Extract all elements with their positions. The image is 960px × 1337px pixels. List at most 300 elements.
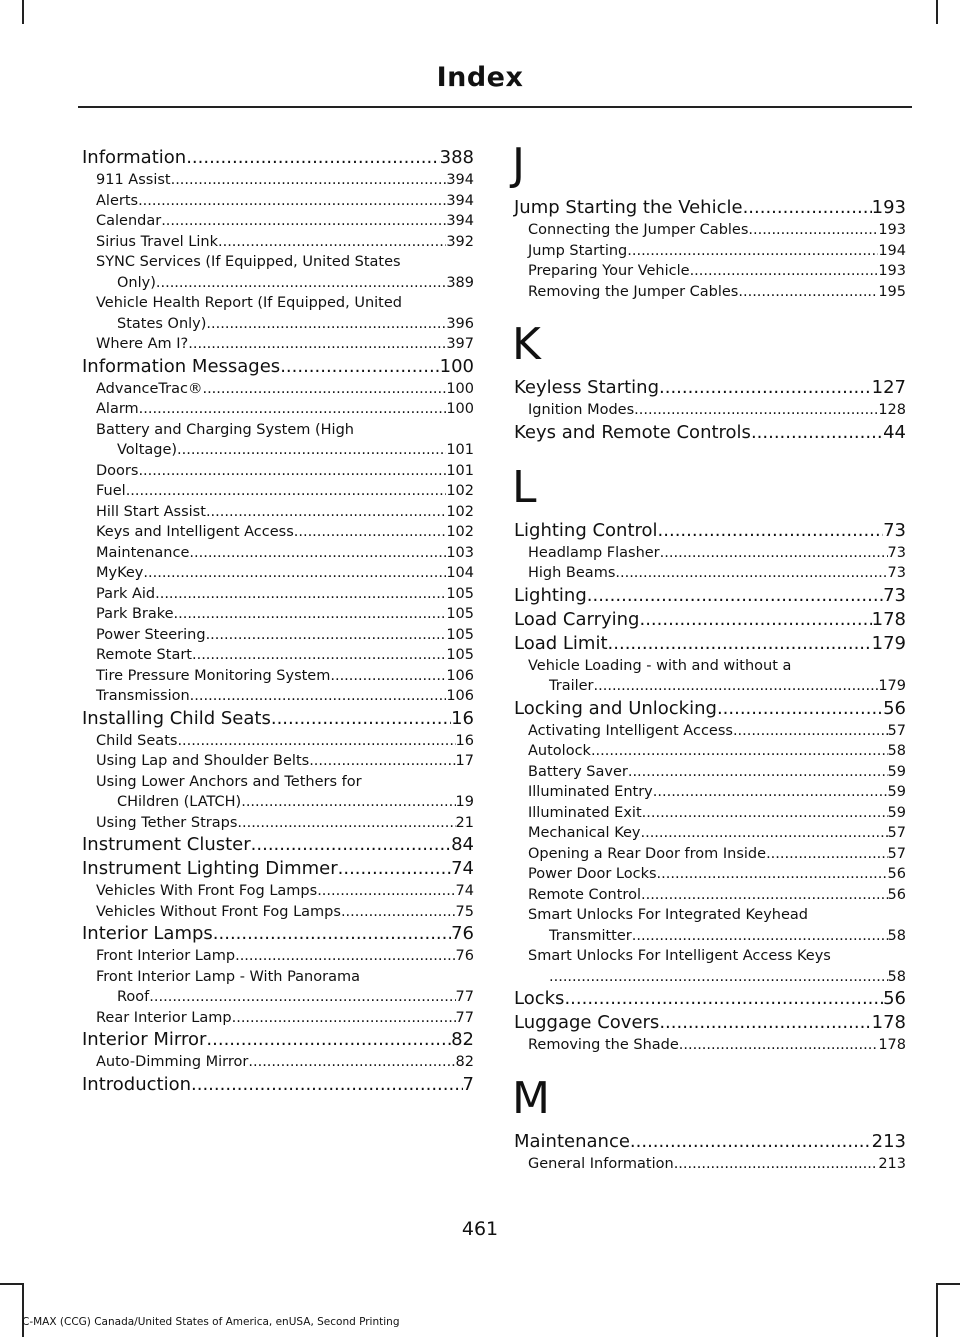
dot-leader <box>751 421 883 445</box>
entry-label-tail: Only) <box>117 274 156 291</box>
index-entry[interactable] <box>82 857 474 881</box>
entry-label: Front Interior Lamp <box>96 948 236 964</box>
page-reference[interactable]: 56 <box>883 988 906 1009</box>
dot-leader <box>641 885 888 906</box>
index-subentry[interactable] <box>514 762 906 783</box>
index-subentry[interactable] <box>82 946 474 967</box>
entry-label: Keyless Starting <box>514 377 659 398</box>
entry-label-continued <box>96 440 474 461</box>
entry-label: Vehicles Without Front Fog Lamps <box>96 903 341 920</box>
index-entry[interactable] <box>514 421 906 445</box>
page-reference[interactable]: 56 <box>883 697 906 719</box>
index-subentry[interactable] <box>514 885 906 906</box>
dot-leader <box>587 584 883 608</box>
entry-label: SYNC Services (If Equipped, United States <box>96 254 401 270</box>
entry-label: Ignition Modes <box>528 402 635 418</box>
index-subentry[interactable] <box>82 502 474 523</box>
page-reference[interactable]: 57 <box>887 722 906 739</box>
page-number: 461 <box>461 1218 499 1240</box>
entry-label: Alerts <box>96 192 139 209</box>
index-subentry[interactable] <box>82 334 474 355</box>
page-reference[interactable]: 59 <box>887 784 906 800</box>
page-reference[interactable]: 394 <box>446 213 474 229</box>
index-subentry[interactable] <box>514 741 906 762</box>
page-reference[interactable]: 101 <box>446 442 474 458</box>
index-subentry[interactable] <box>514 656 906 697</box>
section-letter-j: J <box>512 139 525 190</box>
entry-label-continued <box>96 987 474 1008</box>
index-subentry[interactable] <box>82 232 474 253</box>
dot-leader <box>564 987 883 1011</box>
index-subentry[interactable] <box>514 543 906 564</box>
page-reference[interactable]: 76 <box>451 923 474 944</box>
page-reference[interactable]: 102 <box>446 483 474 499</box>
entry-label: Instrument Cluster <box>82 834 251 855</box>
entry-label: Battery and Charging System (High <box>96 421 354 438</box>
index-entry[interactable] <box>514 376 906 400</box>
dot-leader <box>294 522 447 543</box>
page-reference[interactable]: 21 <box>455 814 474 831</box>
section-spacer <box>514 445 906 463</box>
page-reference[interactable]: 193 <box>878 222 906 238</box>
section-letter-l: L <box>512 461 537 513</box>
entry-label-continued <box>96 792 474 813</box>
page-reference[interactable]: 101 <box>446 462 474 479</box>
dot-leader <box>280 355 439 379</box>
index-subentry[interactable] <box>82 379 474 400</box>
page-reference[interactable]: 59 <box>887 804 906 821</box>
dot-leader <box>639 608 871 632</box>
page-reference[interactable]: 17 <box>455 753 474 769</box>
index-entry[interactable] <box>82 707 474 731</box>
index-subentry[interactable] <box>82 881 474 902</box>
entry-label: Hill Start Assist <box>96 503 206 520</box>
crop-mark-bottom-left-vertical <box>22 1283 24 1337</box>
index-entry[interactable] <box>514 608 906 632</box>
entry-label: Luggage Covers <box>514 1012 660 1033</box>
index-subentry[interactable] <box>82 772 474 813</box>
dot-leader <box>143 563 446 584</box>
index-entry[interactable] <box>514 519 906 543</box>
index-subentry[interactable] <box>82 813 474 834</box>
entry-label: Tire Pressure Monitoring System <box>96 667 331 684</box>
index-subentry[interactable] <box>514 721 906 742</box>
entry-label-continued <box>96 314 474 335</box>
page-reference[interactable]: 77 <box>455 989 474 1005</box>
index-subentry[interactable] <box>82 211 474 232</box>
dot-leader <box>738 282 878 303</box>
dot-leader <box>309 751 455 772</box>
entry-label: Park Aid <box>96 585 156 602</box>
entry-label: Load Carrying <box>514 608 640 630</box>
page-reference[interactable]: 73 <box>883 584 906 606</box>
index-entry[interactable] <box>82 922 474 946</box>
page-reference[interactable]: 105 <box>446 647 474 663</box>
entry-label: Interior Lamps <box>82 923 213 944</box>
dot-leader <box>317 881 455 902</box>
index-subentry[interactable] <box>514 844 906 865</box>
entry-label: Lighting Control <box>514 519 658 541</box>
index-subentry[interactable] <box>514 782 906 803</box>
entry-label-continued <box>528 967 906 988</box>
page-reference[interactable]: 394 <box>446 172 474 188</box>
index-subentry[interactable] <box>82 625 474 646</box>
index-entry[interactable] <box>82 146 474 170</box>
entry-label: Removing the Shade <box>528 1037 679 1053</box>
index-subentry[interactable] <box>82 461 474 482</box>
dot-leader <box>628 762 888 783</box>
dot-leader <box>634 400 878 421</box>
page-reference[interactable]: 179 <box>878 678 906 694</box>
entry-label: Battery Saver <box>528 763 628 780</box>
entry-label: Jump Starting <box>528 242 628 259</box>
dot-leader <box>615 563 887 584</box>
dot-leader <box>126 481 447 502</box>
page-reference[interactable]: 396 <box>446 315 474 332</box>
dot-leader <box>161 211 446 232</box>
index-entry[interactable] <box>514 1011 906 1035</box>
index-entry[interactable] <box>514 196 906 220</box>
index-subentry[interactable] <box>82 751 474 772</box>
page-reference[interactable]: 105 <box>446 606 474 622</box>
entry-label: Calendar <box>96 213 162 229</box>
entry-label: Smart Unlocks For Integrated Keyhead <box>528 907 809 923</box>
dot-leader <box>271 707 451 731</box>
entry-label: MyKey <box>96 565 144 581</box>
page-reference[interactable]: 58 <box>887 968 906 985</box>
page-reference[interactable]: 73 <box>887 544 906 561</box>
dot-leader <box>138 191 446 212</box>
entry-label: Load Limit <box>514 632 608 654</box>
entry-label: 911 Assist <box>96 172 171 188</box>
index-subentry[interactable] <box>514 400 906 421</box>
index-subentry[interactable] <box>82 584 474 605</box>
index-column-right <box>512 139 906 1174</box>
page-reference[interactable]: 388 <box>439 147 474 168</box>
crop-mark-bottom-right-vertical <box>936 1283 938 1337</box>
entry-label: Sirius Travel Link <box>96 233 218 250</box>
entry-label: Headlamp Flasher <box>528 544 660 561</box>
section-spacer <box>514 1056 906 1074</box>
index-subentry[interactable] <box>82 1008 474 1029</box>
page-reference[interactable]: 73 <box>887 565 906 581</box>
dot-leader <box>659 1011 871 1035</box>
dot-leader <box>202 379 446 400</box>
page-reference[interactable]: 59 <box>887 763 906 780</box>
entry-label: Using Lower Anchors and Tethers for <box>96 773 362 790</box>
index-entry[interactable] <box>82 833 474 857</box>
page-reference[interactable]: 104 <box>446 565 474 581</box>
dot-leader <box>657 864 888 885</box>
entry-label: Power Steering <box>96 626 206 643</box>
index-subentry[interactable] <box>82 563 474 584</box>
entry-label: Illuminated Exit <box>528 804 642 821</box>
page-reference[interactable]: 105 <box>446 626 474 643</box>
index-entry[interactable] <box>514 632 906 656</box>
entry-label: Fuel <box>96 483 126 499</box>
dot-leader <box>251 833 451 857</box>
entry-label: Front Interior Lamp - With Panorama <box>96 968 360 985</box>
dot-leader <box>630 1130 872 1154</box>
entry-label: Smart Unlocks For Intelligent Access Keys <box>528 948 831 964</box>
index-subentry[interactable] <box>514 1035 906 1056</box>
page-reference[interactable]: 58 <box>887 743 906 759</box>
dot-leader <box>766 844 887 865</box>
dot-leader <box>177 440 446 461</box>
page-reference[interactable]: 127 <box>871 377 906 398</box>
section-spacer <box>514 302 906 320</box>
entry-label-continued <box>528 926 906 947</box>
entry-label: Using Lap and Shoulder Belts <box>96 753 310 769</box>
page-reference[interactable]: 100 <box>446 380 474 397</box>
dot-leader <box>206 314 446 335</box>
page-reference[interactable]: 128 <box>878 402 906 418</box>
entry-label-tail: Trailer <box>549 678 594 694</box>
dot-leader <box>138 461 446 482</box>
dot-leader <box>717 697 883 721</box>
page-reference[interactable]: 44 <box>883 421 906 443</box>
dot-leader <box>241 792 455 813</box>
dot-leader <box>248 1052 455 1073</box>
index-entry[interactable] <box>82 355 474 379</box>
dot-leader <box>660 543 888 564</box>
page-reference[interactable]: 77 <box>455 1009 474 1026</box>
index-subentry[interactable] <box>82 902 474 923</box>
dot-leader <box>594 676 879 697</box>
index-subentry[interactable] <box>82 293 474 334</box>
entry-label: Information <box>82 147 187 168</box>
crop-mark-top-right-vertical <box>936 0 938 24</box>
entry-label: Mechanical Key <box>528 825 641 841</box>
dot-leader <box>235 946 455 967</box>
page-reference[interactable]: 100 <box>446 401 474 417</box>
entry-label: High Beams <box>528 565 616 581</box>
page-reference[interactable]: 194 <box>878 242 906 259</box>
index-entry[interactable] <box>514 987 906 1011</box>
dot-leader <box>232 1008 456 1029</box>
entry-label: Transmission <box>96 688 190 704</box>
crop-mark-bottom-left-horizontal <box>0 1283 24 1285</box>
entry-label: Remote Start <box>96 647 192 663</box>
page-reference[interactable]: 193 <box>878 263 906 279</box>
page-reference[interactable]: 105 <box>446 585 474 602</box>
entry-label: Introduction <box>82 1073 192 1095</box>
entry-label: Activating Intelligent Access <box>528 722 733 739</box>
page-reference[interactable]: 106 <box>446 667 474 684</box>
index-subentry[interactable] <box>82 399 474 420</box>
dot-leader <box>218 232 446 253</box>
page-reference[interactable]: 392 <box>446 233 474 250</box>
index-entry[interactable] <box>514 1130 906 1154</box>
entry-label: Maintenance <box>96 544 190 561</box>
entry-label-tail: States Only) <box>117 315 207 332</box>
index-subentry[interactable] <box>82 420 474 461</box>
index-subentry[interactable] <box>82 666 474 687</box>
page-reference[interactable]: 7 <box>462 1073 474 1095</box>
index-subentry[interactable] <box>514 864 906 885</box>
entry-label: Remote Control <box>528 886 641 903</box>
index-entry[interactable] <box>514 584 906 608</box>
dot-leader <box>171 170 447 191</box>
entry-label: Instrument Lighting Dimmer <box>82 858 338 879</box>
page-reference[interactable]: 195 <box>878 283 906 300</box>
entry-label: AdvanceTrac® <box>96 380 203 397</box>
entry-label: Jump Starting the Vehicle <box>514 197 743 218</box>
index-subentry[interactable] <box>82 252 474 293</box>
entry-label: Vehicle Health Report (If Equipped, United <box>96 295 402 311</box>
index-subentry[interactable] <box>82 522 474 543</box>
index-subentry[interactable] <box>82 967 474 1008</box>
page-reference[interactable]: 57 <box>887 825 906 841</box>
page-reference[interactable]: 178 <box>871 608 906 630</box>
dot-leader <box>188 334 446 355</box>
page-reference[interactable]: 84 <box>451 834 474 855</box>
index-subentry[interactable] <box>82 481 474 502</box>
dot-leader <box>679 1035 879 1056</box>
entry-label: Lighting <box>514 584 587 606</box>
page-reference[interactable]: 74 <box>455 883 474 899</box>
page-reference[interactable]: 56 <box>887 886 906 903</box>
index-subentry[interactable] <box>514 946 906 987</box>
entry-label: Connecting the Jumper Cables <box>528 222 749 238</box>
index-subentry[interactable] <box>82 686 474 707</box>
index-entry[interactable] <box>82 1073 474 1097</box>
index-subentry[interactable] <box>82 543 474 564</box>
page-reference[interactable]: 56 <box>887 866 906 882</box>
entry-label: Illuminated Entry <box>528 784 653 800</box>
dot-leader <box>189 543 446 564</box>
page-reference[interactable]: 389 <box>446 274 474 291</box>
page-reference[interactable]: 74 <box>451 858 474 879</box>
page-reference[interactable]: 178 <box>871 1012 906 1033</box>
dot-leader <box>743 196 872 220</box>
dot-leader <box>632 926 888 947</box>
dot-leader <box>338 857 451 881</box>
index-subentry[interactable] <box>514 241 906 262</box>
page-reference[interactable]: 58 <box>887 927 906 944</box>
crop-mark-bottom-right-horizontal <box>936 1283 960 1285</box>
page-reference[interactable]: 178 <box>878 1037 906 1053</box>
entry-label: Where Am I? <box>96 336 189 352</box>
dot-leader <box>155 584 446 605</box>
entry-label-continued <box>528 676 906 697</box>
entry-label-tail: CHildren (LATCH) <box>117 794 242 810</box>
entry-label: General Information <box>528 1155 674 1172</box>
dot-leader <box>659 376 872 400</box>
entry-label-tail: Voltage) <box>117 442 178 458</box>
entry-label: Rear Interior Lamp <box>96 1009 232 1026</box>
entry-label: Alarm <box>96 401 139 417</box>
dot-leader <box>748 220 878 241</box>
header-divider <box>78 106 912 108</box>
dot-leader <box>330 666 446 687</box>
page-reference[interactable]: 106 <box>446 688 474 704</box>
page-reference[interactable]: 19 <box>455 794 474 810</box>
entry-label: Doors <box>96 462 139 479</box>
entry-label: Locks <box>514 988 565 1009</box>
entry-label: Opening a Rear Door from Inside <box>528 845 767 862</box>
page-reference[interactable]: 102 <box>446 524 474 540</box>
index-subentry[interactable] <box>82 645 474 666</box>
entry-label-tail: Transmitter <box>549 927 632 944</box>
index-subentry[interactable] <box>514 282 906 303</box>
page-reference[interactable]: 16 <box>451 707 474 729</box>
index-subentry[interactable] <box>82 170 474 191</box>
dot-leader <box>156 273 446 294</box>
index-subentry[interactable] <box>82 1052 474 1073</box>
footer-text: C-MAX (CCG) Canada/United States of America, enUSA, Second Printing <box>22 1316 400 1328</box>
dot-leader <box>608 632 872 656</box>
page-reference[interactable]: 57 <box>887 845 906 862</box>
page-reference[interactable]: 76 <box>455 948 474 964</box>
page-reference[interactable]: 397 <box>446 336 474 352</box>
page-reference[interactable]: 82 <box>455 1054 474 1070</box>
section-letter-k: K <box>512 319 541 370</box>
entry-label: Child Seats <box>96 732 178 749</box>
dot-leader <box>237 813 455 834</box>
index-subentry[interactable] <box>514 803 906 824</box>
index-column-left <box>82 146 474 1097</box>
page-reference[interactable]: 16 <box>455 732 474 749</box>
index-subentry[interactable] <box>514 823 906 844</box>
entry-label-tail: Roof <box>117 989 150 1005</box>
page-reference[interactable]: 394 <box>446 192 474 209</box>
index-subentry[interactable] <box>82 191 474 212</box>
page-reference[interactable]: 213 <box>871 1130 906 1152</box>
entry-label: Park Brake <box>96 606 174 622</box>
entry-label: Interior Mirror <box>82 1029 207 1050</box>
index-subentry[interactable] <box>514 1154 906 1175</box>
dot-leader <box>674 1154 879 1175</box>
page-reference[interactable]: 75 <box>455 903 474 920</box>
index-subentry[interactable] <box>82 731 474 752</box>
index-subentry[interactable] <box>514 261 906 282</box>
page-reference[interactable]: 103 <box>446 544 474 561</box>
index-subentry[interactable] <box>514 563 906 584</box>
dot-leader <box>190 686 447 707</box>
dot-leader <box>192 645 446 666</box>
index-entry[interactable] <box>514 697 906 721</box>
entry-label: Maintenance <box>514 1130 630 1152</box>
index-subentry[interactable] <box>514 220 906 241</box>
dot-leader <box>149 987 455 1008</box>
dot-leader <box>591 741 888 762</box>
index-subentry[interactable] <box>514 905 906 946</box>
dot-leader <box>733 721 888 742</box>
page-reference[interactable]: 100 <box>439 355 474 377</box>
page-title: Index <box>436 62 524 93</box>
page-reference[interactable]: 73 <box>883 519 906 541</box>
dot-leader <box>341 902 456 923</box>
page-reference[interactable]: 82 <box>451 1029 474 1050</box>
dot-leader <box>186 146 439 170</box>
page-reference[interactable]: 179 <box>871 632 906 654</box>
entry-label: Locking and Unlocking <box>514 697 717 719</box>
dot-leader <box>549 967 888 988</box>
dot-leader <box>174 604 447 625</box>
page-reference[interactable]: 193 <box>871 197 906 218</box>
entry-label: Vehicles With Front Fog Lamps <box>96 883 318 899</box>
dot-leader <box>206 1028 451 1052</box>
dot-leader <box>653 782 888 803</box>
page-reference[interactable]: 102 <box>446 503 474 520</box>
page-reference[interactable]: 213 <box>878 1155 906 1172</box>
index-subentry[interactable] <box>82 604 474 625</box>
index-entry[interactable] <box>82 1028 474 1052</box>
dot-leader <box>206 502 446 523</box>
dot-leader <box>177 731 455 752</box>
dot-leader <box>206 625 447 646</box>
